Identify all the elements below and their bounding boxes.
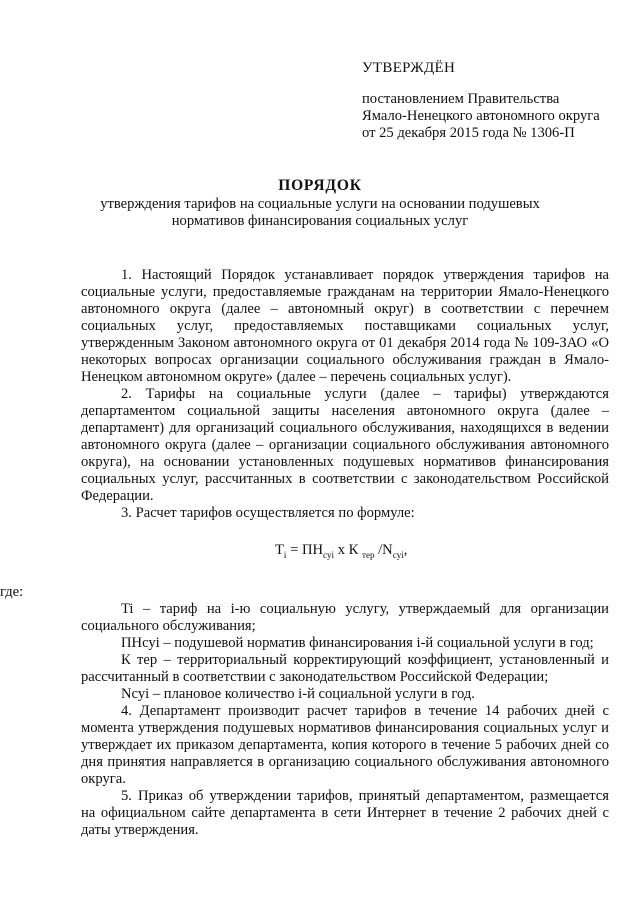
approval-line: постановлением Правительства [362, 91, 560, 107]
definition-pn: ПНсуi – подушевой норматив финансирования i-й социальной услуги в год; [121, 634, 594, 651]
paragraph-3: 3. Расчет тарифов осуществляется по формуле: [121, 505, 415, 521]
approval-block [362, 60, 632, 142]
paragraph-5: 5. Приказ об утверждении тарифов, принятый департаментом, размещается на официальном сайте департамента в сети Интернет в течение 2 рабочих дней с даты утверждения. [81, 787, 609, 838]
formula-mid: х К [334, 542, 363, 558]
formula-pn-sub: сyi [323, 549, 335, 560]
tariff-formula [81, 542, 609, 564]
formula-tail: , [403, 542, 408, 558]
document-heading [0, 176, 640, 230]
paragraph-1: 1. Настоящий Порядок устанавливает порядок утверждения тарифов на социальные услуги, предоставляемые гражданам на территории Ямало-Ненецкого автономного округа (далее – автономный округ) в соответствии с перечнем социальных услуг, предоставляемых поставщиками социальных услуг, утвержденным Законом автономного округа от 01 декабря 2014 года № 109-ЗАО «О некоторых вопросах организации социального обслуживания граждан в Ямало-Ненецком автономном округе» (далее – перечень социальных услуг). [81, 267, 609, 385]
approval-line: от 25 декабря 2015 года № 1306-П [362, 125, 575, 141]
approval-stamp: УТВЕРЖДЁН [362, 60, 456, 76]
where-label: где: [0, 583, 24, 600]
definition-n: Nсуi – плановое количество i-й социальной услуги в год. [121, 685, 475, 702]
paragraph-2: 2. Тарифы на социальные услуги (далее – тарифы) утверждаются департаментом социальной защиты населения автономного округа (далее – департамент) для организаций социального обслуживания, находящихся в ведении автономного округа (далее – организации социального обслуживания автономного округа), на основании установленных подушевых нормативов финансирования социальных услуг, рассчитанных в соответствии с законодательством Российской Федерации. [81, 386, 609, 504]
formula-lhs: T [275, 542, 284, 558]
formula-div: /N [374, 542, 393, 558]
formula-k-sub: тер [362, 549, 375, 560]
formula-n-sub: сyi [392, 549, 404, 560]
definition-k: К тер – территориальный корректирующий коэффициент, установленный и рассчитанный в соответствии с законодательством Российской Федерации; [81, 651, 609, 685]
paragraph-4: 4. Департамент производит расчет тарифов в течение 14 рабочих дней с момента утверждения подушевых нормативов финансирования социальных услуг и утверждает их приказом департамента, копия которого в течение 5 рабочих дней со дня принятия направляется в организацию социального обслуживания автономного округа. [81, 702, 609, 787]
definition-ti: Ti – тариф на i-ю социальную услугу, утверждаемый для организации социального обслуживания; [81, 600, 609, 634]
document-title: ПОРЯДОК [278, 177, 362, 194]
document-body [0, 267, 609, 839]
formula-eq: = ПН [286, 542, 324, 558]
formula-lhs-sub: i [283, 549, 287, 560]
document-subtitle-line: утверждения тарифов на социальные услуги на основании подушевых [100, 196, 540, 212]
approval-line: Ямало-Ненецкого автономного округа [362, 108, 600, 124]
document-subtitle-line: нормативов финансирования социальных услуг [171, 213, 469, 229]
